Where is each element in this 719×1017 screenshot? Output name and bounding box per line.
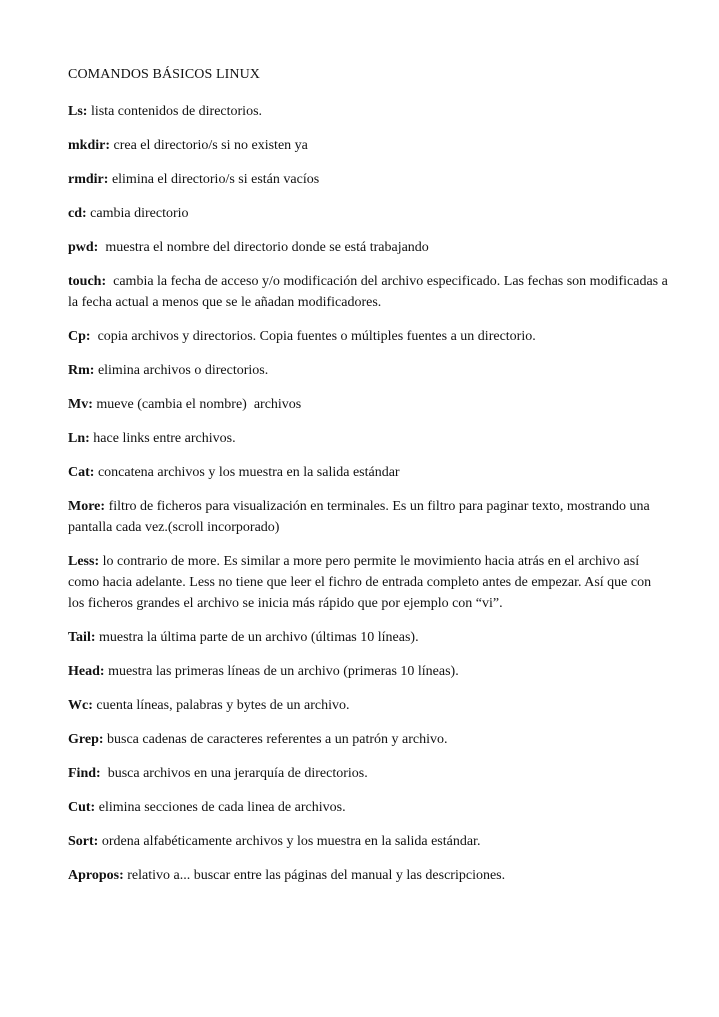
command-term: Sort: (68, 834, 99, 849)
command-entry-cat (68, 462, 668, 483)
command-term: Head: (68, 664, 105, 679)
command-term: Ln: (68, 431, 90, 446)
command-description: cambia la fecha de acceso y/o modificación del archivo especificado. Las fechas son modificadas a la fecha actual a menos que se le añadan modificadores. (68, 274, 672, 310)
command-description: elimina archivos o directorios. (94, 363, 269, 378)
command-term: Cat: (68, 465, 95, 480)
command-entry-cut (68, 797, 668, 818)
command-description: busca cadenas de caracteres referentes a un patrón y archivo. (103, 732, 448, 747)
command-description: muestra la última parte de un archivo (últimas 10 líneas). (95, 630, 419, 645)
command-term: pwd: (68, 240, 99, 255)
command-term: Grep: (68, 732, 104, 747)
command-term: Less: (68, 554, 100, 569)
command-term: Cut: (68, 800, 96, 815)
command-term: Rm: (68, 363, 95, 378)
command-term: Wc: (68, 698, 93, 713)
command-entry-ls (68, 101, 668, 122)
command-entry-rmdir (68, 169, 668, 190)
command-term: More: (68, 499, 106, 514)
command-entry-grep (68, 729, 668, 750)
command-term: rmdir: (68, 172, 109, 187)
command-description: cuenta líneas, palabras y bytes de un archivo. (92, 698, 350, 713)
command-entry-touch (68, 271, 672, 313)
command-description: busca archivos en una jerarquía de directorios. (100, 766, 368, 781)
command-description: lo contrario de more. Es similar a more pero permite le movimiento hacia atrás en el archivo así como hacia adelante. Less no tiene que leer el fichro de entrada completo antes de empezar. Así que con los ficheros grandes el archivo se inicia más rápido que por ejemplo con “vi”. (68, 554, 655, 611)
command-description: ordena alfabéticamente archivos y los muestra en la salida estándar. (98, 834, 481, 849)
command-description: cambia directorio (86, 206, 189, 221)
command-term: Ls: (68, 104, 88, 119)
command-description: hace links entre archivos. (89, 431, 236, 446)
command-entry-ln (68, 428, 668, 449)
command-description: crea el directorio/s si no existen ya (110, 138, 308, 153)
command-description: elimina el directorio/s si están vacíos (108, 172, 320, 187)
command-entry-cp (68, 326, 668, 347)
command-description: mueve (cambia el nombre) archivos (92, 397, 302, 412)
command-term: touch: (68, 274, 107, 289)
document-title: COMANDOS BÁSICOS LINUX (68, 67, 260, 82)
command-description: elimina secciones de cada linea de archivos. (95, 800, 346, 815)
command-term: Mv: (68, 397, 93, 412)
command-description: copia archivos y directorios. Copia fuentes o múltiples fuentes a un directorio. (90, 329, 536, 344)
command-term: Apropos: (68, 868, 124, 883)
command-entry-mkdir (68, 135, 668, 156)
command-entry-rm (68, 360, 668, 381)
command-entry-wc (68, 695, 668, 716)
command-entry-cd (68, 203, 668, 224)
command-entry-mv (68, 394, 668, 415)
command-term: mkdir: (68, 138, 110, 153)
document-page (68, 65, 672, 899)
command-entry-pwd (68, 237, 668, 258)
command-entry-less (68, 551, 668, 614)
command-description: concatena archivos y los muestra en la salida estándar (94, 465, 400, 480)
command-description: relativo a... buscar entre las páginas del manual y las descripciones. (123, 868, 506, 883)
command-term: Tail: (68, 630, 96, 645)
command-description: filtro de ficheros para visualización en terminales. Es un filtro para paginar texto, mostrando una pantalla cada vez.(scroll incorporado) (68, 499, 654, 535)
command-description: lista contenidos de directorios. (87, 104, 263, 119)
command-entry-find (68, 763, 668, 784)
command-entry-tail (68, 627, 668, 648)
command-term: Cp: (68, 329, 91, 344)
command-entry-head (68, 661, 668, 682)
command-entry-apropos (68, 865, 668, 886)
command-entry-sort (68, 831, 668, 852)
command-term: Find: (68, 766, 101, 781)
command-term: cd: (68, 206, 87, 221)
command-entry-more (68, 496, 668, 538)
command-description: muestra el nombre del directorio donde se está trabajando (98, 240, 429, 255)
command-description: muestra las primeras líneas de un archivo (primeras 10 líneas). (104, 664, 459, 679)
